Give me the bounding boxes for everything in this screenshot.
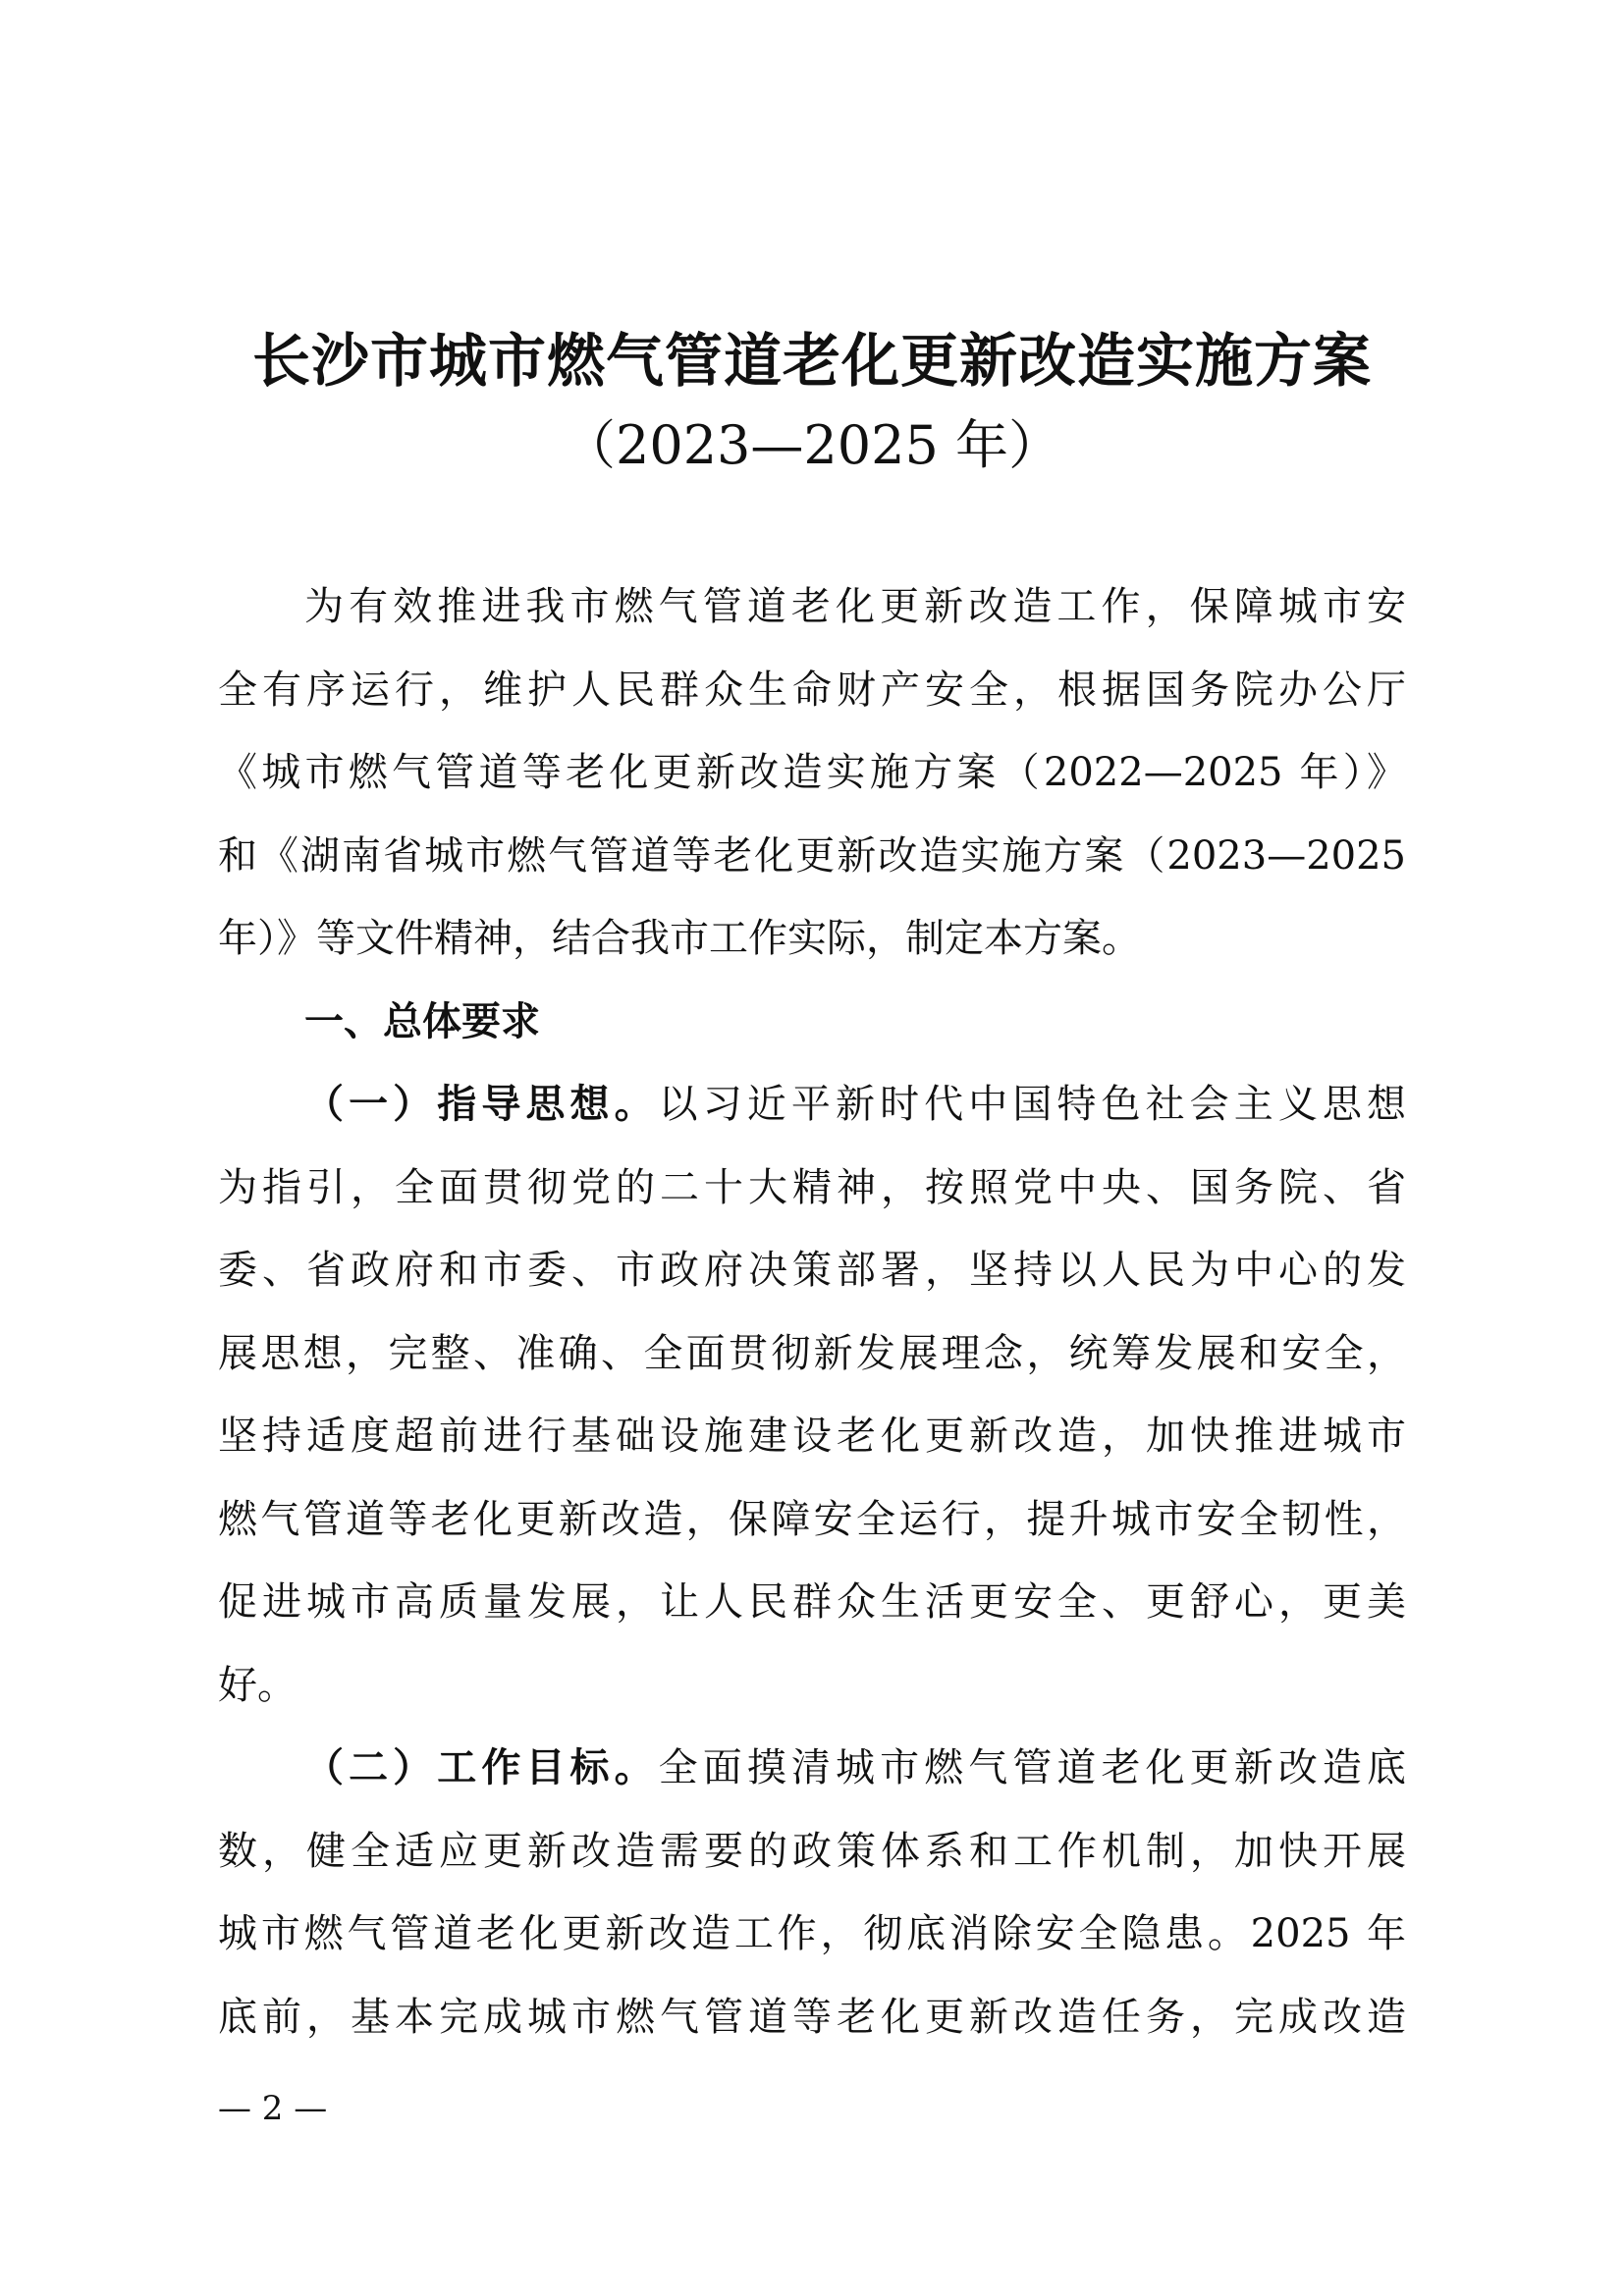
intro-paragraph-line: 和《湖南省城市燃气管道等老化更新改造实施方案（2023—2025	[218, 833, 1406, 879]
page-number: — 2 —	[218, 2089, 328, 2128]
goals-paragraph-line	[304, 1738, 1406, 1797]
guiding-paragraph-line: 促进城市高质量发展，让人民群众生活更安全、更舒心，更美	[218, 1579, 1406, 1625]
document-title: 长沙市城市燃气管道老化更新改造实施方案	[251, 327, 1372, 395]
intro-paragraph-line: 为有效推进我市燃气管道老化更新改造工作，保障城市安	[304, 584, 1406, 629]
intro-paragraph-line: 年）》等文件精神，结合我市工作实际，制定本方案。	[218, 916, 1141, 961]
guiding-paragraph-line: 展思想，完整、准确、全面贯彻新发展理念，统筹发展和安全，	[218, 1331, 1406, 1376]
guiding-paragraph-line: 为指引，全面贯彻党的二十大精神，按照党中央、国务院、省	[218, 1165, 1406, 1210]
guiding-paragraph-line	[304, 1075, 1406, 1134]
subsection-label: （一）指导思想。	[304, 1082, 659, 1127]
goals-paragraph-line: 城市燃气管道老化更新改造工作，彻底消除安全隐患。2025 年	[218, 1911, 1406, 1956]
subsection-label: （二）工作目标。	[304, 1745, 659, 1790]
section-heading: 一、总体要求	[304, 999, 540, 1044]
document-subtitle-years: （2023—2025 年）	[562, 414, 1062, 476]
intro-paragraph-line: 《城市燃气管道等老化更新改造实施方案（2022—2025 年）》	[218, 750, 1406, 795]
guiding-paragraph-line: 坚持适度超前进行基础设施建设老化更新改造，加快推进城市	[218, 1414, 1406, 1459]
goals-paragraph-line: 底前，基本完成城市燃气管道等老化更新改造任务，完成改造	[218, 1995, 1406, 2040]
guiding-paragraph-line: 燃气管道等老化更新改造，保障安全运行，提升城市安全韧性，	[218, 1497, 1406, 1542]
goals-paragraph-text: 全面摸清城市燃气管道老化更新改造底	[658, 1745, 1407, 1790]
guiding-paragraph-line: 委、省政府和市委、市政府决策部署，坚持以人民为中心的发	[218, 1248, 1406, 1293]
guiding-paragraph-line: 好。	[218, 1663, 297, 1708]
goals-paragraph-line: 数，健全适应更新改造需要的政策体系和工作机制，加快开展	[218, 1829, 1406, 1874]
intro-paragraph-line: 全有序运行，维护人民群众生命财产安全，根据国务院办公厅	[218, 667, 1406, 713]
guiding-paragraph-text: 以习近平新时代中国特色社会主义思想	[658, 1082, 1407, 1127]
